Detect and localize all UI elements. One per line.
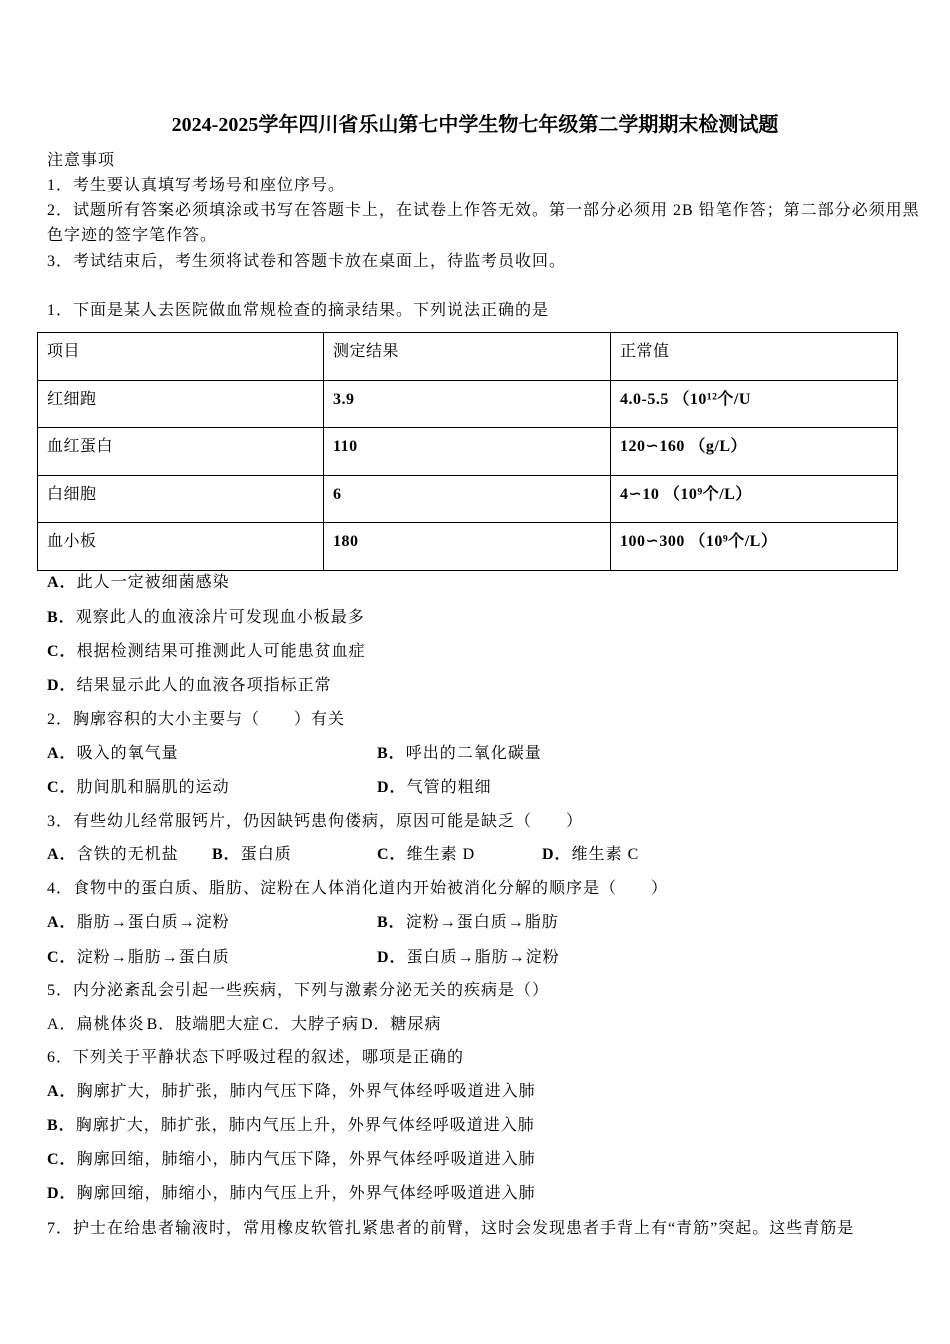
q6-option-d [47,1184,536,1204]
question-3-stem: 3．有些幼儿经常服钙片，仍因缺钙患佝偻病，原因可能是缺乏（ ） [47,813,584,830]
option-label: D． [377,779,407,796]
option-label: D． [47,677,77,694]
option-text: 淀粉→脂肪→蛋白质 [76,949,230,966]
q3-option-b [212,845,292,865]
question-6-stem: 6．下列关于平静状态下呼吸过程的叙述，哪项是正确的 [47,1049,465,1066]
option-text: 淀粉→蛋白质→脂肪 [405,914,559,931]
option-text: 胸廓扩大，肺扩张，肺内气压上升，外界气体经呼吸道进入肺 [75,1117,535,1134]
question-2-stem: 2．胸廓容积的大小主要与（ ）有关 [47,711,346,728]
option-text: 呼出的二氧化碳量 [405,745,542,762]
option-label: A． [47,846,77,863]
option-label: B． [146,1016,176,1033]
q5-option-d [361,1016,442,1033]
notice-line: 色字迹的签字笔作答。 [47,227,218,244]
q5-option-b [147,1016,261,1033]
table-cell: 白细胞 [38,475,324,523]
q6-option-b [47,1116,535,1136]
q1-option-a [47,573,230,593]
option-label: D． [377,949,407,966]
notice-line: 3．考试结束后，考生须将试卷和答题卡放在桌面上，待监考员收回。 [47,253,567,270]
option-label: C． [47,1151,77,1168]
question-5-stem: 5．内分泌紊乱会引起一些疾病，下列与激素分泌无关的疾病是（） [47,982,550,999]
table-cell: 110 [324,428,611,476]
option-text: 维生素 C [571,846,640,863]
q2-option-c [47,778,230,798]
table-cell: 100∽300 （10⁹个/L） [611,523,898,571]
option-text: 肋间肌和膈肌的运动 [76,779,230,796]
table-cell: 3.9 [324,380,611,428]
question-7-stem: 7．护士在给患者输液时，常用橡皮软管扎紧患者的前臂，这时会发现患者手背上有“青筋”突起。这些青筋是 [47,1220,855,1237]
option-text: 此人一定被细菌感染 [76,574,230,591]
option-label: B． [47,1117,76,1134]
option-label: C． [47,949,77,966]
table-cell: 6 [324,475,611,523]
option-text: 根据检测结果可推测此人可能患贫血症 [76,643,366,660]
q6-option-a [47,1082,536,1102]
q6-option-c [47,1150,536,1170]
option-text: 胸廓回缩，肺缩小，肺内气压上升，外界气体经呼吸道进入肺 [76,1185,536,1202]
table-header-cell: 项目 [38,333,324,381]
question-4-stem: 4．食物中的蛋白质、脂肪、淀粉在人体消化道内开始被消化分解的顺序是（ ） [47,880,669,897]
exam-title: 2024-2025学年四川省乐山第七中学生物七年级第二学期期末检测试题 [171,114,779,136]
option-text: 维生素 D [406,846,476,863]
table-cell: 红细跑 [38,380,324,428]
table-cell: 血红蛋白 [38,428,324,476]
option-label: C． [47,779,77,796]
option-text: 吸入的氧气量 [76,745,179,762]
option-text: 脂肪→蛋白质→淀粉 [76,914,230,931]
option-label: C． [377,846,407,863]
q1-option-d [47,676,332,696]
q1-option-b [47,608,365,628]
option-text: 胸廓回缩，肺缩小，肺内气压下降，外界气体经呼吸道进入肺 [76,1151,536,1168]
option-text: 气管的粗细 [406,779,492,796]
table-cell: 4∽10 （10⁹个/L） [611,475,898,523]
option-text: 肢端肥大症 [175,1016,261,1033]
option-label: B． [377,745,406,762]
question-1-stem: 1．下面是某人去医院做血常规检查的摘录结果。下列说法正确的是 [47,302,550,319]
q2-option-a [47,744,179,764]
q5-options-line [47,1015,444,1035]
q4-option-b [377,913,559,933]
option-text: 含铁的无机盐 [76,846,179,863]
option-label: D． [360,1016,391,1033]
table-row [38,475,898,523]
option-label: A． [47,914,77,931]
option-text: 大脖子病 [290,1016,359,1033]
option-text: 扁桃体炎 [76,1016,145,1033]
option-text: 胸廓扩大，肺扩张，肺内气压下降，外界气体经呼吸道进入肺 [76,1083,536,1100]
table-header-row [38,333,898,381]
option-label: A． [47,1016,77,1033]
option-label: C． [47,643,77,660]
q3-option-c [377,845,475,865]
q2-option-d [377,778,492,798]
option-label: A． [47,574,77,591]
notice-heading: 注意事项 [47,152,116,169]
q4-option-d [377,948,560,968]
option-label: B． [47,609,76,626]
table-row [38,428,898,476]
q1-option-c [47,642,366,662]
q4-option-c [47,948,230,968]
table-row [38,523,898,571]
q5-option-a [47,1016,145,1033]
table-cell: 120∽160 （g/L） [611,428,898,476]
option-text: 糖尿病 [390,1016,442,1033]
notice-line: 2．试题所有答案必须填涂或书写在答题卡上，在试卷上作答无效。第一部分必须用 2B 铅笔作答；第二部分必须用黑 [47,202,920,219]
q3-option-a [47,845,179,865]
q3-option-d [542,845,639,865]
table-header-cell: 测定结果 [324,333,611,381]
table-cell: 180 [324,523,611,571]
option-label: D． [47,1185,77,1202]
table-header-cell: 正常值 [611,333,898,381]
q2-option-b [377,744,542,764]
table-cell: 4.0-5.5 （10¹²个/U [611,380,898,428]
option-text: 蛋白质 [240,846,292,863]
option-label: C． [262,1016,291,1033]
option-label: B． [212,846,241,863]
table-row [38,380,898,428]
option-text: 结果显示此人的血液各项指标正常 [76,677,332,694]
table-cell: 血小板 [38,523,324,571]
option-label: B． [377,914,406,931]
option-label: D． [542,846,572,863]
option-text: 蛋白质→脂肪→淀粉 [406,949,560,966]
q4-option-a [47,913,230,933]
q5-option-c [262,1016,359,1033]
option-label: A． [47,745,77,762]
option-label: A． [47,1083,77,1100]
notice-line: 1．考生要认真填写考场号和座位序号。 [47,177,346,194]
blood-test-table [37,332,898,571]
option-text: 观察此人的血液涂片可发现血小板最多 [75,609,365,626]
